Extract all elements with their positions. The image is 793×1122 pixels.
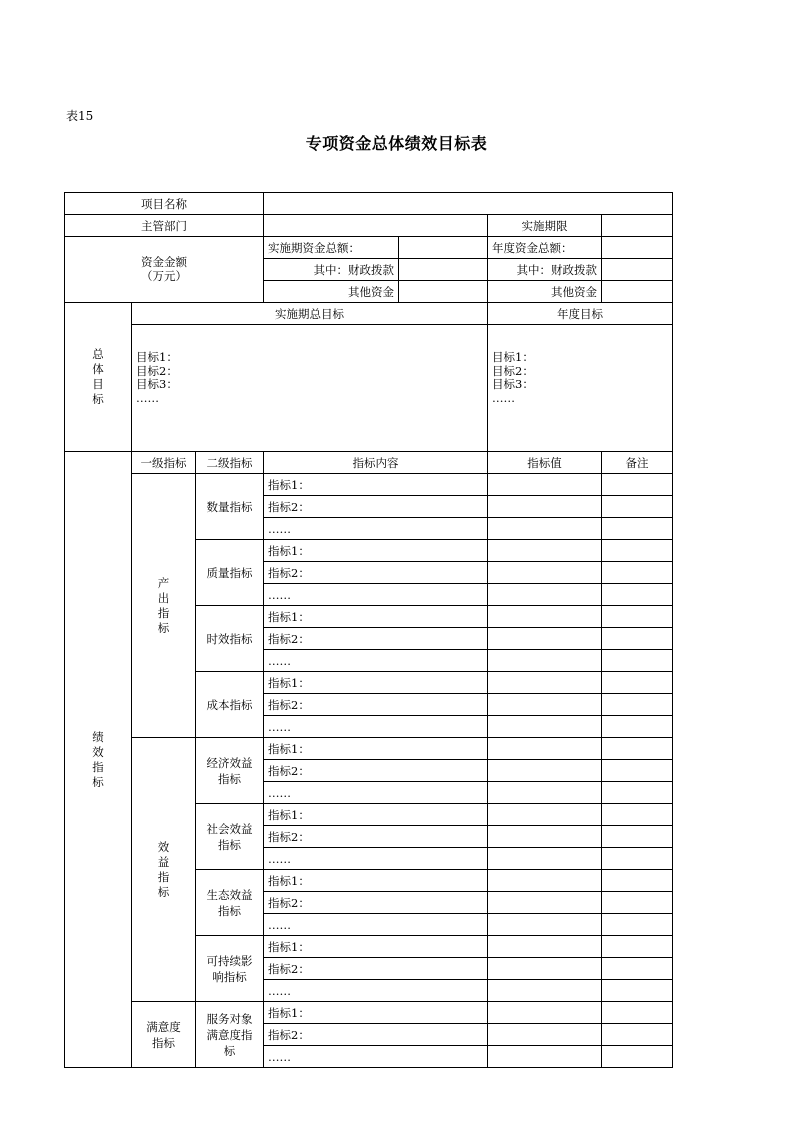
service-satisfaction-indicator-text: 服务对象满意度指标 [206, 1011, 253, 1058]
annual-fiscal-alloc-label: 其中：财政拨款 [488, 259, 602, 281]
service-satisfaction-indicator-label [196, 1002, 264, 1068]
indicator-value-cell[interactable] [488, 716, 602, 738]
indicator-content-cell[interactable]: 指标1： [264, 606, 488, 628]
fiscal-alloc-value[interactable] [399, 259, 488, 281]
overall-goal-text: 总体目标 [92, 347, 104, 406]
indicator-note-cell[interactable] [602, 958, 673, 980]
timeliness-indicator-text: 时效指标 [206, 631, 253, 646]
indicator-content-cell[interactable]: 指标2： [264, 1024, 488, 1046]
indicator-row [65, 1002, 673, 1024]
indicator-content-cell[interactable]: 指标1： [264, 738, 488, 760]
annual-goal-ellipsis: …… [492, 390, 516, 405]
annual-fund-label: 年度资金总额： [488, 237, 602, 259]
ecological-indicator-text: 生态效益指标 [206, 887, 253, 918]
annual-goal-header: 年度目标 [488, 303, 673, 325]
project-name-value[interactable] [264, 193, 673, 215]
indicator-value-cell[interactable] [488, 1024, 602, 1046]
col-level2-header: 二级指标 [196, 452, 264, 474]
sustainable-indicator-text: 可持续影响指标 [206, 953, 253, 984]
sustainable-indicator-label [196, 936, 264, 1002]
indicator-content-cell[interactable]: …… [264, 584, 488, 606]
indicator-content-cell[interactable]: …… [264, 980, 488, 1002]
cost-indicator-text: 成本指标 [206, 697, 253, 712]
period-goal-3: 目标3： [136, 377, 178, 391]
indicator-note-cell[interactable] [602, 474, 673, 496]
project-name-label: 项目名称 [65, 193, 264, 215]
perf-indicator-text: 绩效指标 [92, 729, 104, 789]
indicator-content-cell[interactable]: 指标1： [264, 1002, 488, 1024]
indicator-content-cell[interactable]: 指标2： [264, 760, 488, 782]
indicator-value-cell[interactable] [488, 518, 602, 540]
indicator-note-cell[interactable] [602, 804, 673, 826]
annual-fiscal-alloc-value[interactable] [602, 259, 673, 281]
indicator-value-cell[interactable] [488, 694, 602, 716]
satisfaction-indicator-label [132, 1002, 196, 1068]
annual-goal-2: 目标2： [492, 363, 534, 378]
indicator-value-cell[interactable] [488, 738, 602, 760]
output-indicator-text: 产出指标 [157, 575, 170, 635]
indicator-content-cell[interactable]: 指标2： [264, 628, 488, 650]
benefit-indicator-text: 效益指标 [157, 839, 170, 899]
satisfaction-indicator-text: 满意度指标 [146, 1019, 181, 1050]
period-goal-2: 目标2： [136, 363, 178, 378]
indicator-content-cell[interactable]: 指标2： [264, 496, 488, 518]
col-note-header: 备注 [602, 452, 673, 474]
indicator-note-cell[interactable] [602, 760, 673, 782]
indicator-content-cell[interactable]: 指标2： [264, 892, 488, 914]
indicator-content-cell[interactable]: 指标2： [264, 958, 488, 980]
indicator-value-cell[interactable] [488, 782, 602, 804]
total-period-fund-label: 实施期资金总额： [264, 237, 399, 259]
indicator-note-cell[interactable] [602, 694, 673, 716]
annual-fund-value[interactable] [602, 237, 673, 259]
annual-other-fund-value[interactable] [602, 281, 673, 303]
indicator-value-cell[interactable] [488, 958, 602, 980]
quantity-indicator-text: 数量指标 [206, 499, 253, 514]
indicator-content-cell[interactable]: 指标2： [264, 826, 488, 848]
indicator-value-cell[interactable] [488, 892, 602, 914]
indicator-content-cell[interactable]: 指标1： [264, 474, 488, 496]
other-fund-value[interactable] [399, 281, 488, 303]
indicator-note-cell[interactable] [602, 562, 673, 584]
indicator-value-cell[interactable] [488, 1002, 602, 1024]
indicator-value-cell[interactable] [488, 496, 602, 518]
indicator-content-cell[interactable]: 指标1： [264, 936, 488, 958]
period-goal-header: 实施期总目标 [132, 303, 488, 325]
ecological-indicator-label [196, 870, 264, 936]
indicator-content-cell[interactable]: …… [264, 848, 488, 870]
indicator-note-cell[interactable] [602, 1024, 673, 1046]
indicator-value-cell[interactable] [488, 848, 602, 870]
indicator-note-cell[interactable] [602, 738, 673, 760]
col-value-header: 指标值 [488, 452, 602, 474]
indicator-value-cell[interactable] [488, 474, 602, 496]
indicator-content-cell[interactable]: 指标1： [264, 870, 488, 892]
indicator-value-cell[interactable] [488, 980, 602, 1002]
annual-goal-content[interactable] [488, 325, 673, 452]
indicator-note-cell[interactable] [602, 782, 673, 804]
indicator-content-cell[interactable]: 指标2： [264, 694, 488, 716]
economic-indicator-text: 经济效益指标 [206, 755, 253, 786]
quality-indicator-text: 质量指标 [206, 565, 253, 580]
annual-goal-3: 目标3： [492, 377, 534, 391]
perf-indicator-label [65, 452, 132, 1068]
quality-indicator-label [196, 540, 264, 606]
indicator-note-cell[interactable] [602, 936, 673, 958]
indicator-note-cell[interactable] [602, 496, 673, 518]
indicator-content-cell[interactable]: …… [264, 716, 488, 738]
period-value[interactable] [602, 215, 673, 237]
indicator-value-cell[interactable] [488, 1046, 602, 1068]
indicator-content-cell[interactable]: …… [264, 518, 488, 540]
indicator-note-cell[interactable] [602, 716, 673, 738]
indicator-note-cell[interactable] [602, 980, 673, 1002]
indicator-note-cell[interactable] [602, 848, 673, 870]
indicator-note-cell[interactable] [602, 1002, 673, 1024]
indicator-row [65, 738, 673, 760]
fund-unit-text: （万元） [141, 268, 187, 283]
indicator-note-cell[interactable] [602, 826, 673, 848]
indicator-value-cell[interactable] [488, 584, 602, 606]
indicator-value-cell[interactable] [488, 540, 602, 562]
indicator-note-cell[interactable] [602, 892, 673, 914]
fund-amount-text: 资金金额 [141, 255, 187, 269]
other-fund-label: 其他资金 [264, 281, 399, 303]
period-goal-ellipsis: …… [136, 390, 159, 405]
indicator-value-cell[interactable] [488, 914, 602, 936]
indicator-value-cell[interactable] [488, 606, 602, 628]
cost-indicator-label [196, 672, 264, 738]
indicator-content-cell[interactable]: …… [264, 650, 488, 672]
indicator-value-cell[interactable] [488, 760, 602, 782]
social-indicator-label [196, 804, 264, 870]
annual-other-fund-label: 其他资金 [488, 281, 602, 303]
indicator-value-cell[interactable] [488, 936, 602, 958]
indicator-content-cell[interactable]: …… [264, 1046, 488, 1068]
overall-goal-label [65, 303, 132, 452]
indicator-note-cell[interactable] [602, 914, 673, 936]
benefit-indicator-label [132, 738, 196, 1002]
indicator-content-cell[interactable]: …… [264, 914, 488, 936]
indicator-note-cell[interactable] [602, 606, 673, 628]
fund-amount-label [65, 237, 264, 303]
indicator-value-cell[interactable] [488, 804, 602, 826]
economic-indicator-label [196, 738, 264, 804]
indicator-content-cell[interactable]: …… [264, 782, 488, 804]
indicator-content-cell[interactable]: 指标2： [264, 562, 488, 584]
indicator-row [65, 474, 673, 496]
period-goal-1: 目标1： [136, 350, 178, 364]
col-level1-header: 一级指标 [132, 452, 196, 474]
indicator-value-cell[interactable] [488, 650, 602, 672]
indicator-value-cell[interactable] [488, 562, 602, 584]
quantity-indicator-label [196, 474, 264, 540]
period-label: 实施期限 [488, 215, 602, 237]
indicator-value-cell[interactable] [488, 826, 602, 848]
indicator-note-cell[interactable] [602, 628, 673, 650]
fiscal-alloc-label: 其中：财政拨款 [264, 259, 399, 281]
indicator-value-cell[interactable] [488, 870, 602, 892]
output-indicator-label [132, 474, 196, 738]
indicator-note-cell[interactable] [602, 1046, 673, 1068]
total-period-fund-value[interactable] [399, 237, 488, 259]
period-goal-content[interactable] [132, 325, 488, 452]
indicator-note-cell[interactable] [602, 518, 673, 540]
indicator-note-cell[interactable] [602, 672, 673, 694]
social-indicator-text: 社会效益指标 [206, 821, 253, 852]
indicator-note-cell[interactable] [602, 650, 673, 672]
table-number: 表15 [66, 109, 94, 123]
indicator-content-cell[interactable]: 指标1： [264, 540, 488, 562]
indicator-note-cell[interactable] [602, 584, 673, 606]
department-label: 主管部门 [65, 215, 264, 237]
performance-goal-table [64, 192, 673, 1068]
indicator-note-cell[interactable] [602, 540, 673, 562]
timeliness-indicator-label [196, 606, 264, 672]
indicator-content-cell[interactable]: 指标1： [264, 672, 488, 694]
indicator-note-cell[interactable] [602, 870, 673, 892]
department-value[interactable] [264, 215, 488, 237]
indicator-content-cell[interactable]: 指标1： [264, 804, 488, 826]
indicator-value-cell[interactable] [488, 628, 602, 650]
document-title: 专项资金总体绩效目标表 [305, 134, 488, 153]
annual-goal-1: 目标1： [492, 350, 534, 364]
indicator-value-cell[interactable] [488, 672, 602, 694]
col-content-header: 指标内容 [264, 452, 488, 474]
